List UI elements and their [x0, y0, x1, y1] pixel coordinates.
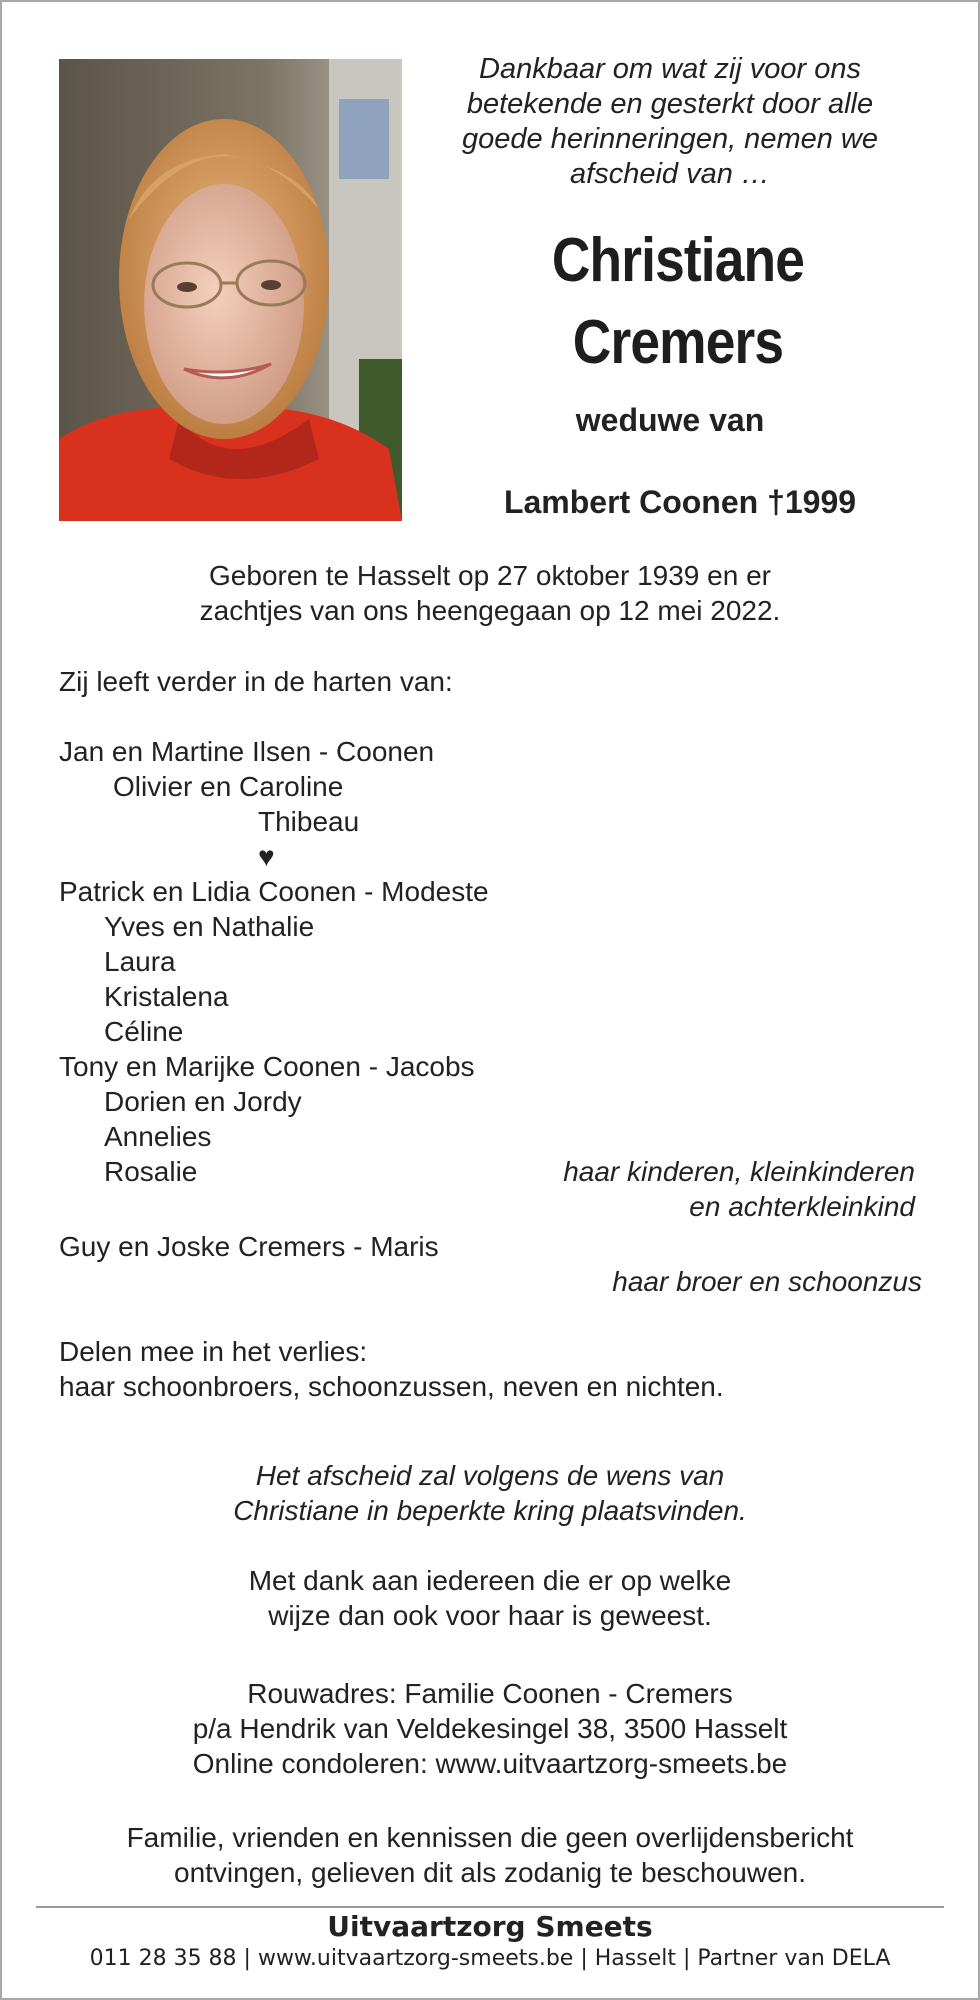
portrait-image — [59, 59, 402, 521]
family-line: Kristalena — [104, 981, 229, 1012]
family-line: Dorien en Jordy — [104, 1086, 302, 1117]
thanks-text: Met dank aan iedereen die er op welke wijze dan ook voor haar is geweest. — [248, 1565, 732, 1631]
family-line: Yves en Nathalie — [104, 911, 315, 942]
last-name: Cremers — [572, 308, 784, 377]
intro-text: Dankbaar om wat zij voor ons betekende en gesterkt door alle goede herinneringen, nemen we afscheid van … — [462, 53, 878, 190]
footer-contact: 011 28 35 88 | www.uitvaartzorg-smeets.be | Hasselt | Partner van DELA — [89, 1946, 891, 1971]
lives-on-label: Zij leeft verder in de harten van: — [59, 666, 453, 697]
sibling-caption: haar broer en schoonzus — [612, 1266, 922, 1297]
family-line: Thibeau — [258, 806, 360, 837]
footer-divider — [36, 1906, 944, 1908]
family-line: Guy en Joske Cremers - Maris — [59, 1231, 439, 1262]
first-name: Christiane — [551, 226, 805, 295]
children-caption: haar kinderen, kleinkinderen en achterkleinkind — [563, 1156, 915, 1222]
family-line: Céline — [104, 1016, 184, 1047]
heart-icon: ♥ — [258, 841, 275, 872]
family-line: Patrick en Lidia Coonen - Modeste — [59, 876, 489, 907]
footer-company: Uitvaartzorg Smeets — [327, 1910, 653, 1943]
birth-death-text: Geboren te Hasselt op 27 oktober 1939 en er zachtjes van ons heengegaan op 12 mei 2022. — [199, 560, 781, 626]
portrait-photo — [59, 59, 402, 521]
family-line: Olivier en Caroline — [113, 771, 344, 802]
share-loss-text: Delen mee in het verlies: haar schoonbroers, schoonzussen, neven en nichten. — [59, 1336, 724, 1402]
deceased-name — [465, 220, 892, 384]
family-line: Rosalie — [104, 1156, 198, 1187]
farewell-text: Het afscheid zal volgens de wens van Christiane in beperkte kring plaatsvinden. — [233, 1460, 747, 1526]
notice-text: Familie, vrienden en kennissen die geen overlijdensbericht ontvingen, gelieven dit als zodanig te beschouwen. — [126, 1822, 854, 1888]
family-line: Annelies — [104, 1121, 212, 1152]
family-line: Tony en Marijke Coonen - Jacobs — [59, 1051, 475, 1082]
family-line: Jan en Martine Ilsen - Coonen — [59, 736, 435, 767]
husband-name: Lambert Coonen †1999 — [503, 484, 857, 520]
widow-of-label: weduwe van — [575, 402, 765, 438]
family-line: Laura — [104, 946, 176, 977]
address-text: Rouwadres: Familie Coonen - Cremers p/a Hendrik van Veldekesingel 38, 3500 Hasselt Online condoleren: www.uitvaartzorg-smeets.be — [192, 1678, 788, 1779]
